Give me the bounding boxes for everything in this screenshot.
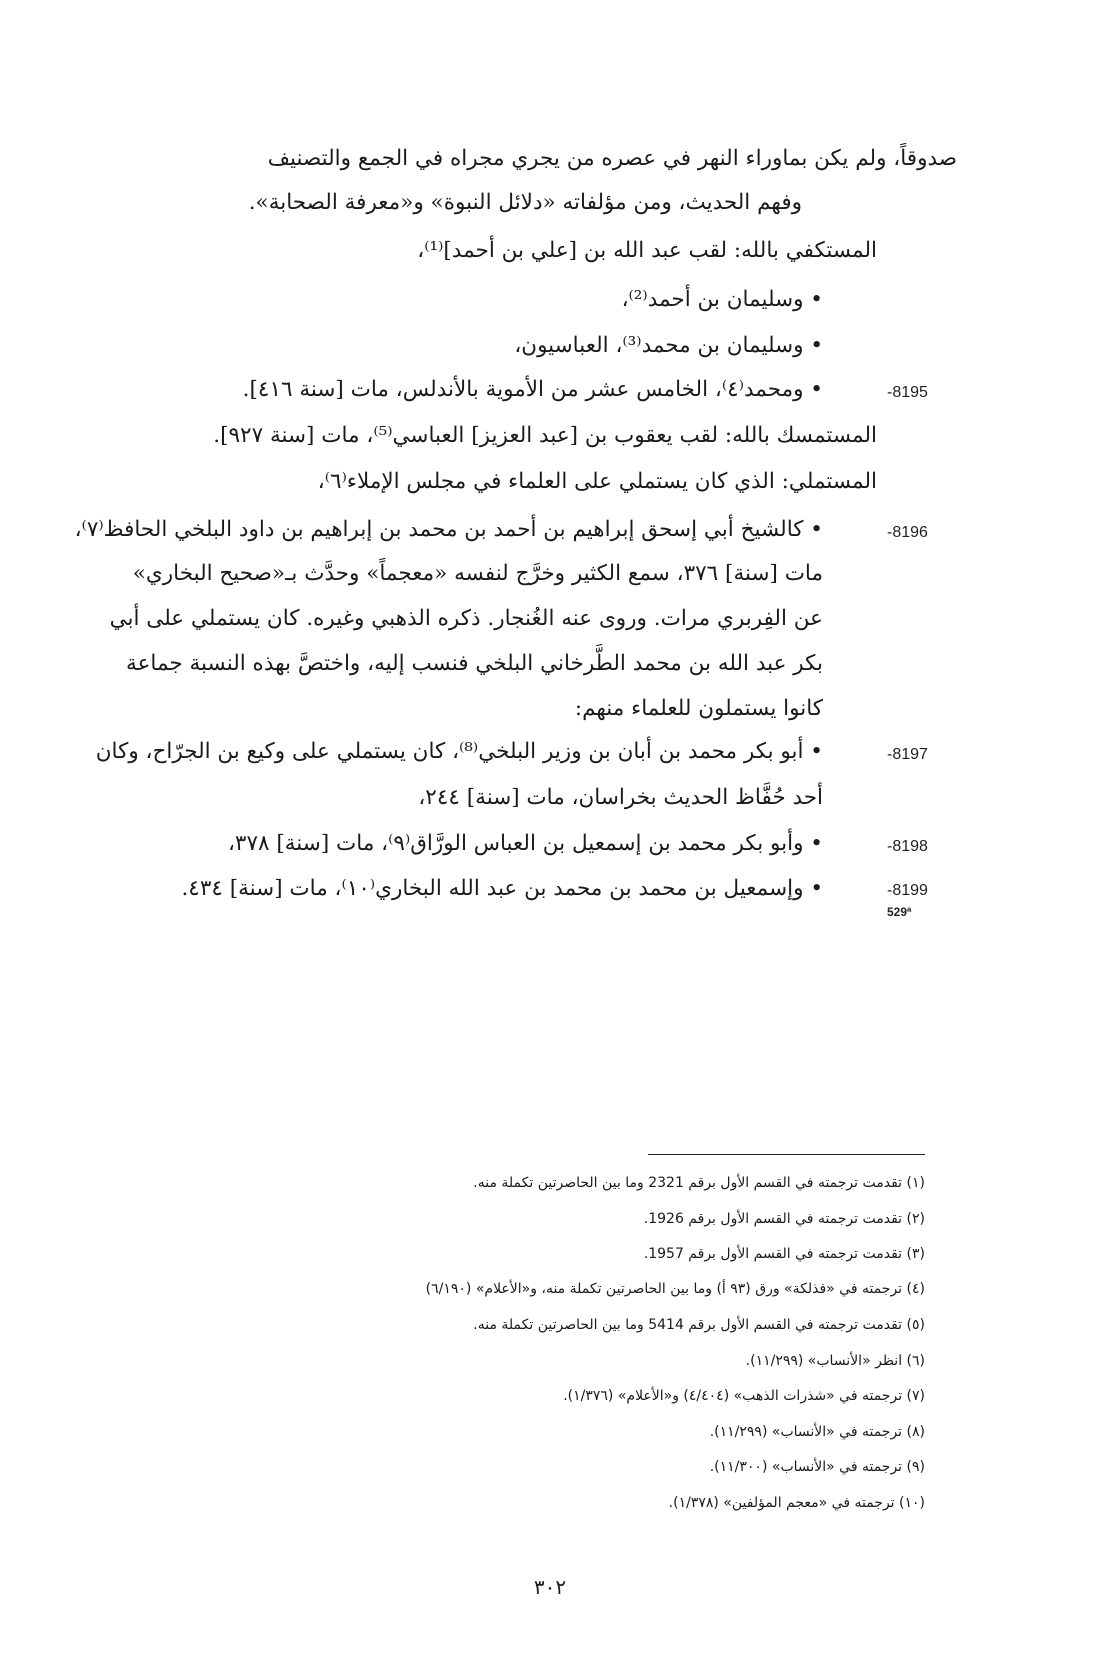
footnote: (٧) ترجمته في «شذرات الذهب» (٤/٤٠٤) و«الأعلام» (١/٣٧٦). (563, 1388, 925, 1404)
body-line-11: عن الفِربري مرات. وروى عنه الغُنجار. ذكره الذهبي وغيره. كان يستملي على أبي (109, 606, 823, 631)
footnote: (٨) ترجمته في «الأنساب» (١١/٢٩٩). (709, 1424, 925, 1440)
entry-number: -8197 (887, 746, 928, 763)
body-line-1: صدوقاً، ولم يكن بماوراء النهر في عصره من يجري مجراه في الجمع والتصنيف (267, 146, 957, 171)
body-line-12: بكر عبد الله بن محمد الطَّرخاني البلخي فنسب إليه، واختصَّ بهذه النسبة جماعة (126, 651, 823, 676)
footnote: (٥) تقدمت ترجمته في القسم الأول برقم 5414 وما بين الحاصرتين تكملة منه. (473, 1317, 925, 1333)
entry-number: -8199 (887, 882, 928, 899)
footnote: (٦) انظر «الأنساب» (١١/٢٩٩). (745, 1353, 925, 1369)
body-line-10: مات [سنة] ٣٧٦، سمع الكثير وخرَّج لنفسه «معجماً» وحدَّث بـ«صحيح البخاري» (132, 561, 823, 586)
manuscript-page-mark: 529ª (887, 905, 912, 919)
entry-number: -8196 (887, 524, 928, 541)
page-number: ٣٠٢ (533, 1575, 567, 1599)
body-line-6: • ومحمد⁽٤⁾، الخامس عشر من الأموية بالأندلس، مات [سنة ٤١٦]. (242, 377, 823, 402)
footnote: (٣) تقدمت ترجمته في القسم الأول برقم 1957. (643, 1246, 925, 1262)
footnote-separator (648, 1154, 925, 1155)
body-line-7: المستمسك بالله: لقب يعقوب بن [عبد العزيز] العباسي⁽⁵⁾، مات [سنة ٩٢٧]. (213, 423, 877, 448)
body-line-3: المستكفي بالله: لقب عبد الله بن [علي بن أحمد]⁽¹⁾، (417, 238, 877, 263)
body-line-15: أحد حُفَّاظ الحديث بخراسان، مات [سنة] ٢٤٤، (418, 785, 823, 810)
body-line-4: • وسليمان بن أحمد⁽²⁾، (621, 287, 823, 312)
entry-number: -8195 (887, 384, 928, 401)
body-line-2: وفهم الحديث، ومن مؤلفاته «دلائل النبوة» و«معرفة الصحابة». (248, 190, 802, 215)
footnote: (٩) ترجمته في «الأنساب» (١١/٣٠٠). (709, 1459, 925, 1475)
footnote: (٢) تقدمت ترجمته في القسم الأول برقم 1926. (643, 1211, 925, 1227)
footnote: (١) تقدمت ترجمته في القسم الأول برقم 2321 وما بين الحاصرتين تكملة منه. (473, 1175, 925, 1191)
footnote: (٤) ترجمته في «فذلكة» ورق (٩٣ أ) وما بين الحاصرتين تكملة منه، و«الأعلام» (٦/١٩٠) (425, 1281, 925, 1297)
body-line-16: • وأبو بكر محمد بن إسمعيل بن العباس الورَّاق⁽٩⁾، مات [سنة] ٣٧٨، (227, 831, 823, 856)
body-line-13: كانوا يستملون للعلماء منهم: (574, 696, 823, 721)
body-line-9: • كالشيخ أبي إسحق إبراهيم بن أحمد بن محمد بن إبراهيم بن داود البلخي الحافظ⁽٧⁾، (74, 517, 823, 542)
body-line-8: المستملي: الذي كان يستملي على العلماء في مجلس الإملاء⁽٦⁾، (317, 469, 877, 494)
body-line-17: • وإسمعيل بن محمد بن محمد بن عبد الله البخاري⁽١٠⁾، مات [سنة] ٤٣٤. (181, 876, 823, 901)
footnote: (١٠) ترجمته في «معجم المؤلفين» (١/٣٧٨). (668, 1495, 925, 1511)
body-line-5: • وسليمان بن محمد⁽³⁾، العباسيون، (514, 333, 823, 358)
body-line-14: • أبو بكر محمد بن أبان بن وزير البلخي⁽⁸⁾، كان يستملي على وكيع بن الجرّاح، وكان (95, 739, 823, 764)
entry-number: -8198 (887, 838, 928, 855)
